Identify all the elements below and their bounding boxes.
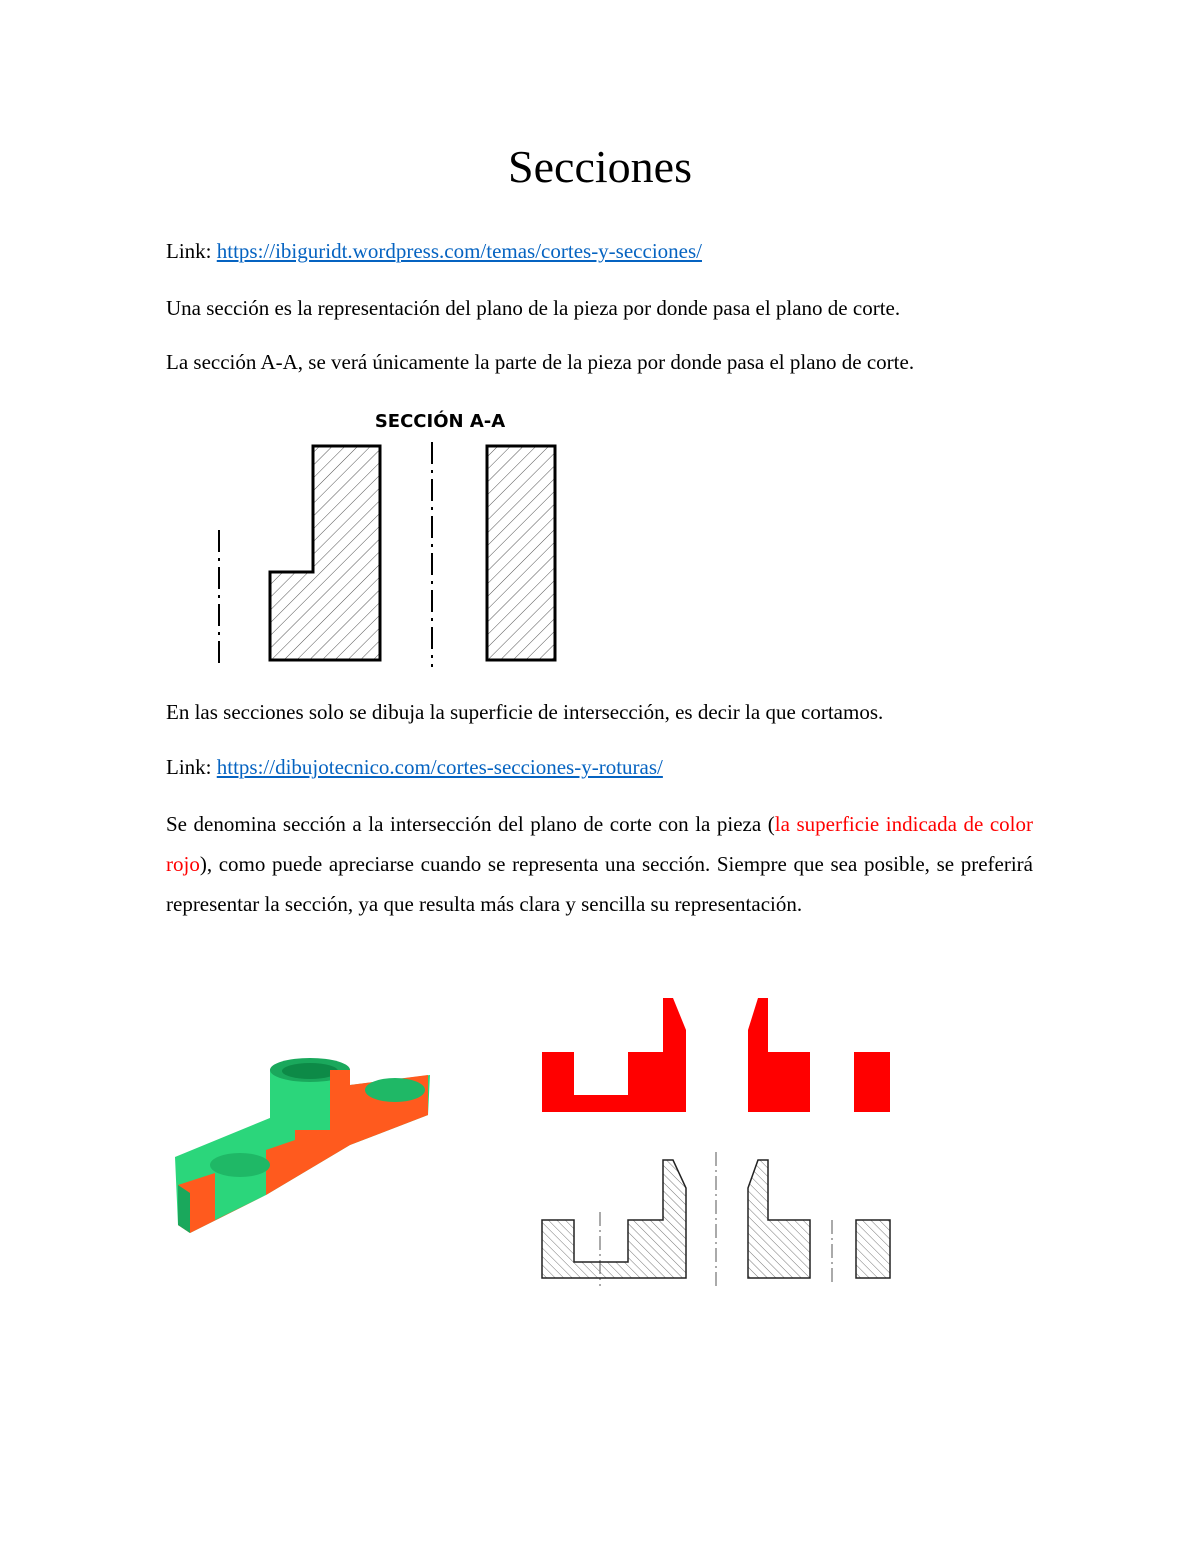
- model-boss-cut: [330, 1070, 350, 1145]
- link-prefix: Link:: [166, 755, 217, 779]
- red-section-left: [542, 998, 686, 1112]
- red-section-right: [854, 1052, 890, 1112]
- model-side-shade: [178, 1185, 190, 1233]
- link-prefix: Link:: [166, 239, 217, 263]
- paragraph-text-part2: ), como puede apreciarse cuando se representa una sección. Siempre que sea posible, se preferirá representar la sección, ya que resulta más clara y sencilla su representación.: [166, 852, 1033, 916]
- section-rect-shape: [487, 446, 555, 660]
- hatched-section-right: [856, 1220, 890, 1278]
- section-comparison-figure: [530, 990, 910, 1290]
- link-line-1: [166, 231, 1033, 271]
- model-boss-hole: [282, 1063, 338, 1079]
- paragraph-text-part1: Se denomina sección a la intersección del plano de corte con la pieza (: [166, 812, 775, 836]
- link-line-2: [166, 747, 1033, 787]
- hatched-section-middle: [748, 1160, 810, 1278]
- model-small-hole: [210, 1153, 270, 1177]
- section-l-shape: [270, 446, 380, 660]
- paragraph-intersection: En las secciones solo se dibuja la superficie de intersección, es decir la que cortamos.: [166, 700, 884, 724]
- model-right-hole: [365, 1078, 425, 1102]
- section-aa-figure: [200, 400, 580, 675]
- link-dibujotecnico[interactable]: https://dibujotecnico.com/cortes-secciones-y-roturas/: [216, 755, 663, 779]
- section-aa-label: SECCIÓN A-A: [374, 411, 506, 432]
- paragraph-denomination: [166, 804, 1033, 924]
- hatched-section-left: [542, 1160, 686, 1278]
- link-ibiguridt[interactable]: https://ibiguridt.wordpress.com/temas/cortes-y-secciones/: [216, 239, 702, 263]
- paragraph-red-text: la superficie indicada de color rojo: [166, 812, 1034, 876]
- red-section-middle: [748, 998, 810, 1112]
- paragraph-definition: Una sección es la representación del plano de la pieza por donde pasa el plano de corte.: [166, 296, 901, 320]
- paragraph-section-aa: La sección A-A, se verá únicamente la parte de la pieza por donde pasa el plano de corte.: [166, 350, 915, 374]
- cut-model-3d-figure: [170, 1045, 440, 1245]
- page-title: Secciones: [508, 141, 692, 192]
